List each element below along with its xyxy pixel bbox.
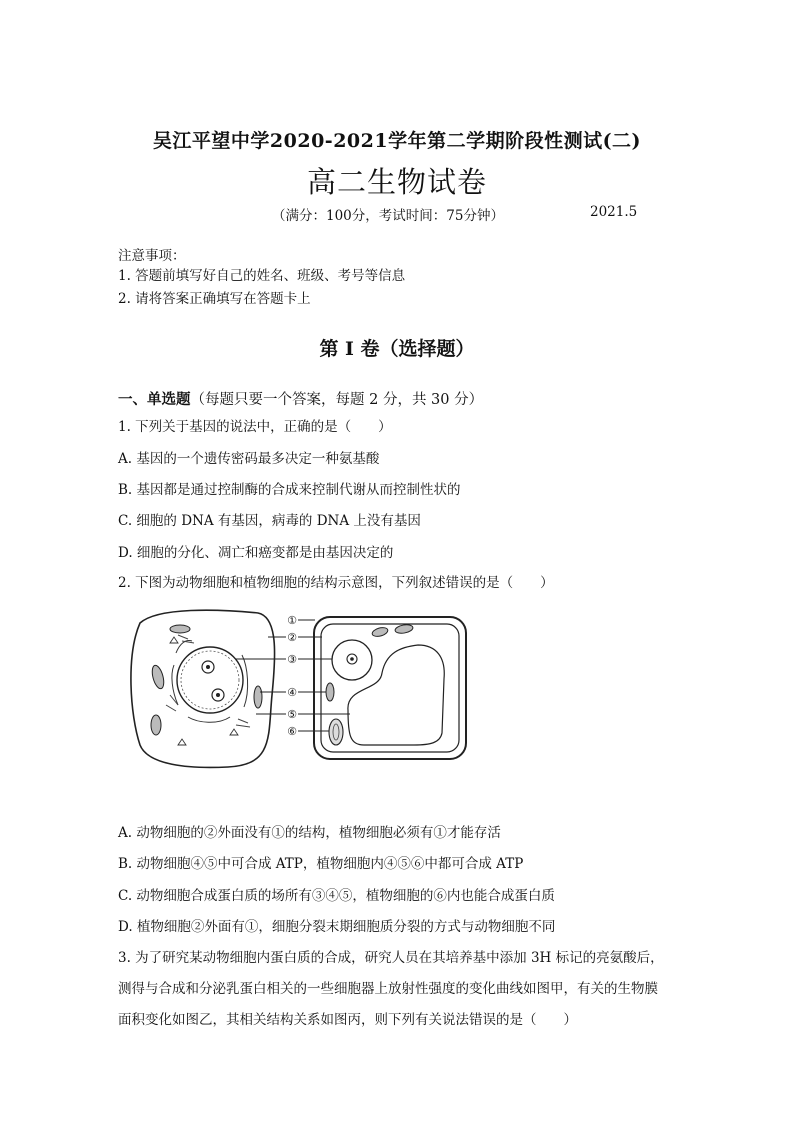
- notes-item: 2. 请将答案正确填写在答题卡上: [118, 291, 311, 307]
- diagram-label-6: ⑥: [287, 725, 297, 738]
- diagram-label-3: ③: [287, 653, 297, 666]
- question-3-stem-line: 测得与合成和分泌乳蛋白相关的一些细胞器上放射性强度的变化曲线如图甲，有关的生物膜: [118, 981, 658, 997]
- question-3-stem-line: 3. 为了研究某动物细胞内蛋白质的合成，研究人员在其培养基中添加 3H 标记的亮氨酸后，: [118, 950, 664, 966]
- plant-cell-vacuole: [348, 645, 444, 745]
- notes-item: 1. 答题前填写好自己的姓名、班级、考号等信息: [118, 268, 406, 284]
- question-2-option-c: C. 动物细胞合成蛋白质的场所有③④⑤，植物细胞的⑥内也能合成蛋白质: [118, 888, 555, 904]
- question-3-stem-line: 面积变化如图乙，其相关结构关系如图丙，则下列有关说法错误的是（ ）: [118, 1012, 577, 1028]
- school-title: 吴江平望中学2020-2021学年第二学期阶段性测试(二): [152, 130, 642, 152]
- part-heading-bold: 一、单选题: [118, 391, 191, 408]
- question-1-stem: 1. 下列关于基因的说法中，正确的是（ ）: [118, 419, 392, 435]
- part-heading-rest: （每题只要一个答案，每题 2 分，共 30 分）: [190, 392, 484, 408]
- diagram-label-4: ④: [287, 686, 297, 699]
- exam-date: 2021.5: [590, 204, 638, 220]
- question-1-option-a: A. 基因的一个遗传密码最多决定一种氨基酸: [118, 451, 380, 467]
- notes-label: 注意事项：: [118, 248, 186, 264]
- exam-info: （满分：100分，考试时间：75分钟）: [272, 208, 504, 224]
- question-2-stem: 2. 下图为动物细胞和植物细胞的结构示意图，下列叙述错误的是（ ）: [118, 575, 554, 591]
- cell-structure-diagram: [118, 595, 478, 770]
- animal-cell-membrane: [131, 610, 275, 767]
- diagram-label-2: ②: [287, 631, 297, 644]
- part-heading: [118, 388, 483, 409]
- animal-cell-nucleus: [177, 647, 243, 713]
- question-2-option-d: D. 植物细胞②外面有①，细胞分裂末期细胞质分裂的方式与动物细胞不同: [118, 919, 556, 935]
- diagram-label-5: ⑤: [287, 708, 297, 721]
- question-1-option-d: D. 细胞的分化、凋亡和癌变都是由基因决定的: [118, 545, 394, 561]
- exam-title: 高二生物试卷: [306, 165, 487, 199]
- diagram-label-1: ①: [287, 614, 297, 627]
- question-1-option-c: C. 细胞的 DNA 有基因，病毒的 DNA 上没有基因: [118, 513, 421, 529]
- question-2-option-b: B. 动物细胞④⑤中可合成 ATP，植物细胞内④⑤⑥中都可合成 ATP: [118, 856, 524, 872]
- question-2-option-a: A. 动物细胞的②外面没有①的结构，植物细胞必须有①才能存活: [118, 825, 501, 841]
- section-title: 第 I 卷（选择题）: [319, 338, 475, 360]
- question-1-option-b: B. 基因都是通过控制酶的合成来控制代谢从而控制性状的: [118, 482, 461, 498]
